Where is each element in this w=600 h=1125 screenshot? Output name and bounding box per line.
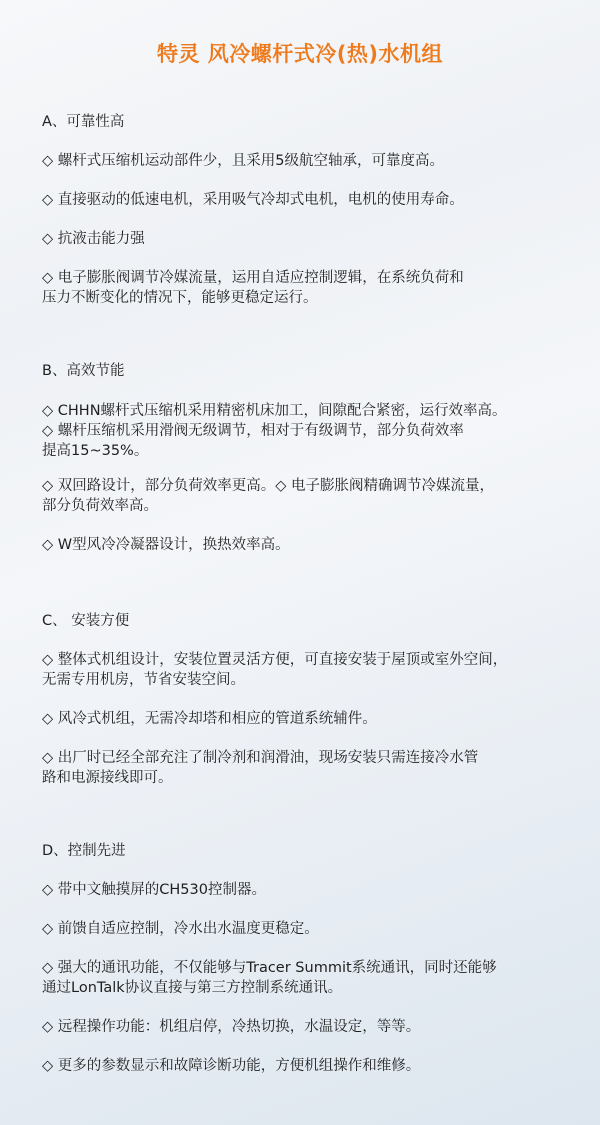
feature-item: ◇ 带中文触摸屏的CH530控制器。 (42, 882, 266, 898)
feature-item: ◇ 风冷式机组，无需冷却塔和相应的管道系统辅件。 (42, 711, 377, 727)
feature-item: ◇ 远程操作功能：机组启停，冷热切换，水温设定，等等。 (42, 1019, 421, 1035)
feature-item: ◇ CHHN螺杆式压缩机采用精密机床加工，间隙配合紧密，运行效率高。 ◇ 螺杆压缩机采用滑阀无级调节，相对于有级调节，部分负荷效率 提高15~35%。 (42, 403, 507, 459)
section-control (42, 841, 562, 1076)
section-efficiency (42, 361, 562, 555)
section-reliability (42, 112, 562, 308)
feature-item: ◇ 更多的参数显示和故障诊断功能，方便机组操作和维修。 (42, 1058, 421, 1074)
section-heading: A、可靠性高 (42, 114, 125, 130)
feature-item: ◇ 整体式机组设计，安装位置灵活方便，可直接安装于屋顶或室外空间， 无需专用机房，节省安装空间。 (42, 652, 508, 688)
feature-item: ◇ 出厂时已经全部充注了制冷剂和润滑油，现场安装只需连接冷水管 路和电源接线即可。 (42, 750, 479, 786)
page-title: 特灵 风冷螺杆式冷(热)水机组 (156, 42, 443, 66)
feature-item: ◇ 前馈自适应控制，冷水出水温度更稳定。 (42, 921, 319, 937)
section-heading: C、 安装方便 (42, 613, 130, 629)
feature-item: ◇ 直接驱动的低速电机，采用吸气冷却式电机，电机的使用寿命。 (42, 192, 464, 208)
feature-item: ◇ W型风冷冷凝器设计，换热效率高。 (42, 537, 290, 553)
section-heading: D、控制先进 (42, 843, 126, 859)
feature-item: ◇ 电子膨胀阀调节冷媒流量，运用自适应控制逻辑，在系统负荷和 压力不断变化的情况下，能够更稳定运行。 (42, 270, 464, 306)
feature-item: ◇ 强大的通讯功能，不仅能够与Tracer Summit系统通讯，同时还能够 通过LonTalk协议直接与第三方控制系统通讯。 (42, 960, 497, 996)
section-heading: B、高效节能 (42, 363, 125, 379)
feature-item: ◇ 抗液击能力强 (42, 231, 145, 247)
section-installation (42, 611, 562, 788)
feature-item: ◇ 螺杆式压缩机运动部件少，且采用5级航空轴承，可靠度高。 (42, 153, 444, 169)
feature-item: ◇ 双回路设计，部分负荷效率更高。◇ 电子膨胀阀精确调节冷媒流量， 部分负荷效率高。 (42, 478, 495, 514)
